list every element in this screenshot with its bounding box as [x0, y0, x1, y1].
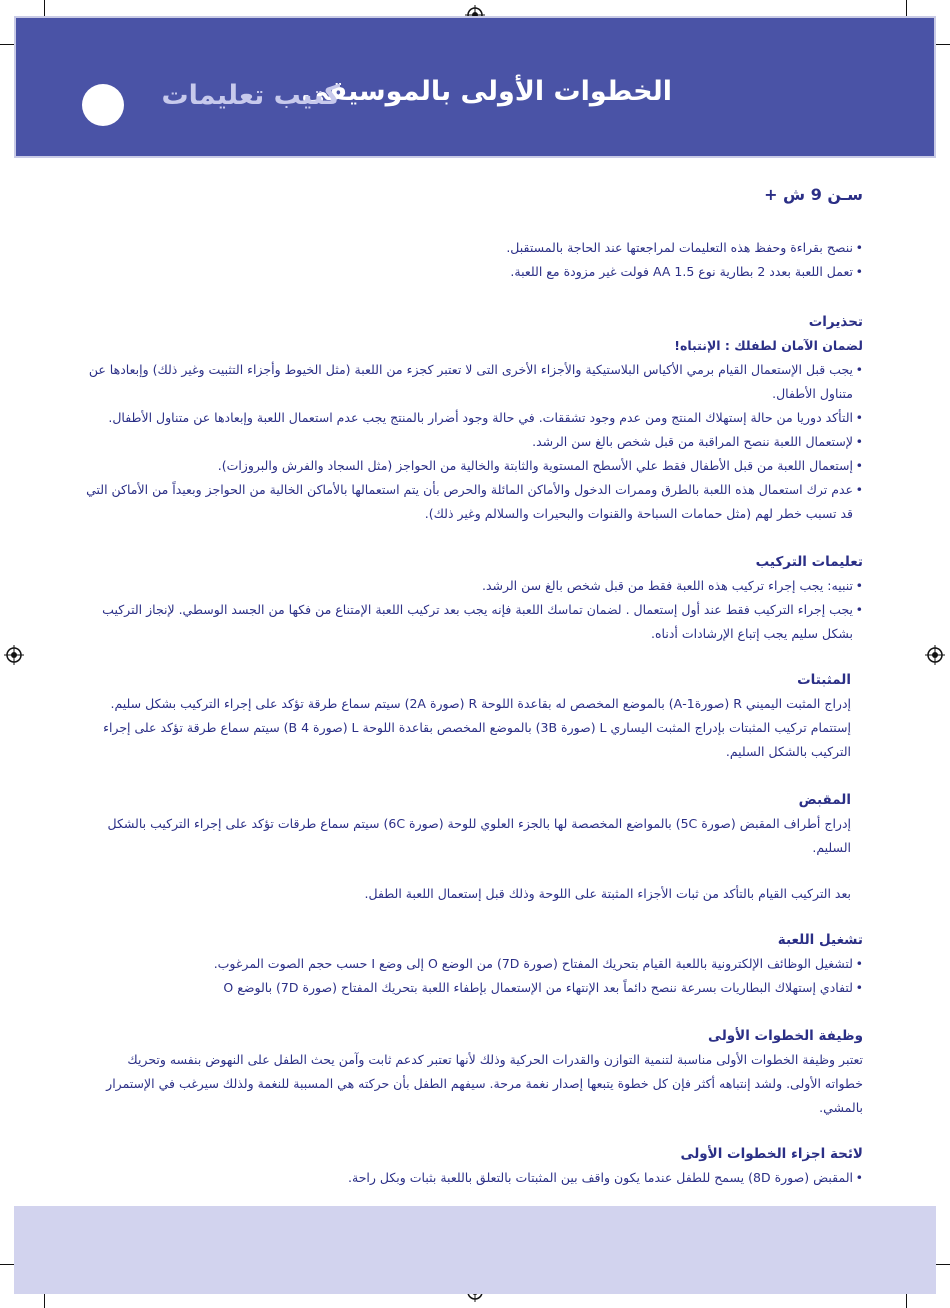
registration-mark-icon: [4, 645, 24, 665]
page-subtitle: كتيب تعليمات: [161, 80, 340, 111]
after-assembly-text: بعد التركيب القيام بالتأكد من ثبات الأجزاء المثبتة على اللوحة وذلك قبل إستعمال اللعبة الطفل.: [364, 886, 851, 901]
section-heading-parts: لائحة اجزاء الخطوات الأولى: [680, 1146, 863, 1162]
section-heading-function: وظيفة الخطوات الأولى: [708, 1028, 863, 1044]
footer-band: [14, 1206, 936, 1294]
circle-icon: [82, 84, 124, 126]
intro-list: [86, 236, 863, 284]
stabilizers-text: إدراج المثبت اليميني R (صورة1-A) بالموضع المخصص له بقاعدة اللوحة R (صورة 2A) سيتم سماع طرقة تؤكد على إجراء التركيب بشكل سليم. إستتمام تركيب المثبتات بإدراج المثبت اليساري L (صورة 3B) بالموضع المخصص بقاعدة اللوحة L (صورة 4 B) سيتم سماع طرقة تؤكد على إجراء التركيب بالشكل السليم.: [103, 696, 851, 759]
assembly-list: [86, 574, 863, 646]
list-item: • إستعمال اللعبة من قبل الأطفال فقط علي الأسطح المستوية والثابتة والخالية من الحواجز (مثل السجاد والفرش والبروزات).: [86, 454, 863, 478]
warnings-list: [86, 358, 863, 526]
section-heading-operation: تشغيل اللعبة: [777, 932, 863, 948]
list-item: • تعمل اللعبة بعدد 2 بطارية نوع AA 1.5 فولت غير مزودة مع اللعبة.: [86, 260, 863, 284]
section-heading-handle: المقبض: [798, 792, 851, 808]
list-item: • عدم ترك استعمال هذه اللعبة بالطرق وممرات الدخول والأماكن المائلة والحرص بأن يتم استعمالها بالأماكن الخالية من الحواجز وبعيداً من الأماكن التي قد تسبب خطر لهم (مثل حمامات السباحة والقنوات والبحيرات والسلالم وغير ذلك).: [86, 478, 863, 526]
section-heading-warnings: تحذيرات: [808, 314, 863, 330]
list-item: • لتشغيل الوظائف الإلكترونية باللعبة القيام بتحريك المفتاح (صورة 7D) من الوضع O إلى وضع I حسب حجم الصوت المرغوب.: [86, 952, 863, 976]
list-item: • لتفادي إستهلاك البطاريات بسرعة ننصح دائماً بعد الإنتهاء من الإستعمال بإطفاء اللعبة بتحريك المفتاح (صورة 7D) بالوضع O: [86, 976, 863, 1000]
handle-text: إدراج أطراف المقبض (صورة 5C) بالمواضع المخصصة لها بالجزء العلوي للوحة (صورة 6C) سيتم سماع طرقات تؤكد على إجراء التركيب بالشكل السليم.: [107, 816, 851, 855]
function-text: تعتبر وظيفة الخطوات الأولى مناسبة لتنمية التوازن والقدرات الحركية وذلك لأنها تعتبر كدعم ثابت وآمن يحث الطفل على النهوض بنفسه وتحريك خطواته الأولى. ولشد إنتباهه أكثر فإن كل خطوة يتبعها إصدار نغمة مرحة. سيفهم الطفل بأن حركته هي المسببة للنغمة ولذلك سيرغب في الإستمرار بالمشي.: [106, 1052, 863, 1115]
registration-mark-icon: [925, 645, 945, 665]
warnings-lead: لضمان الآمان لطفلك : الإنتباه!: [674, 338, 863, 353]
operation-list: [86, 952, 863, 1000]
list-item: • تنبيه: يجب إجراء تركيب هذه اللعبة فقط من قبل شخص بالغ سن الرشد.: [86, 574, 863, 598]
list-item: • يجب قبل الإستعمال القيام برمي الأكياس البلاستيكية والأجزاء الأخرى التى لا تعتبر كجزء من اللعبة (مثل الخيوط وأجزاء التثبيت وغير ذلك) وإبعادها عن متناول الأطفال.: [86, 358, 863, 406]
age-label: سـن 9 ش +: [764, 185, 863, 204]
parts-list: [86, 1166, 863, 1190]
list-item: • المقبض (صورة 8D) يسمح للطفل عندما يكون واقف بين المثبتات بالتعلق باللعبة بثبات وبكل راحة.: [86, 1166, 863, 1190]
list-item: • يجب إجراء التركيب فقط عند أول إستعمال . لضمان تماسك اللعبة فإنه يجب بعد تركيب اللعبة الإمتناع من فكها من الجسد الوسطي. لإنجاز التركيب بشكل سليم يجب إتباع الإرشادات أدناه.: [86, 598, 863, 646]
list-item: • ننصح بقراءة وحفظ هذه التعليمات لمراجعتها عند الحاجة بالمستقبل.: [86, 236, 863, 260]
section-heading-stabilizers: المثبتات: [797, 672, 851, 688]
page-title: الخطوات الأولى بالموسيقى: [301, 76, 672, 107]
section-heading-assembly: تعليمات التركيب: [755, 554, 863, 570]
list-item: • لإستعمال اللعبة ننصح المراقبة من قبل شخص بالغ سن الرشد.: [86, 430, 863, 454]
document-body: [86, 180, 863, 1190]
list-item: • التأكد دوريا من حالة إستهلاك المنتج ومن عدم وجود تشققات. في حالة وجود أضرار بالمنتج يجب عدم استعمال اللعبة وإبعادها عن متناول الأطفال.: [86, 406, 863, 430]
